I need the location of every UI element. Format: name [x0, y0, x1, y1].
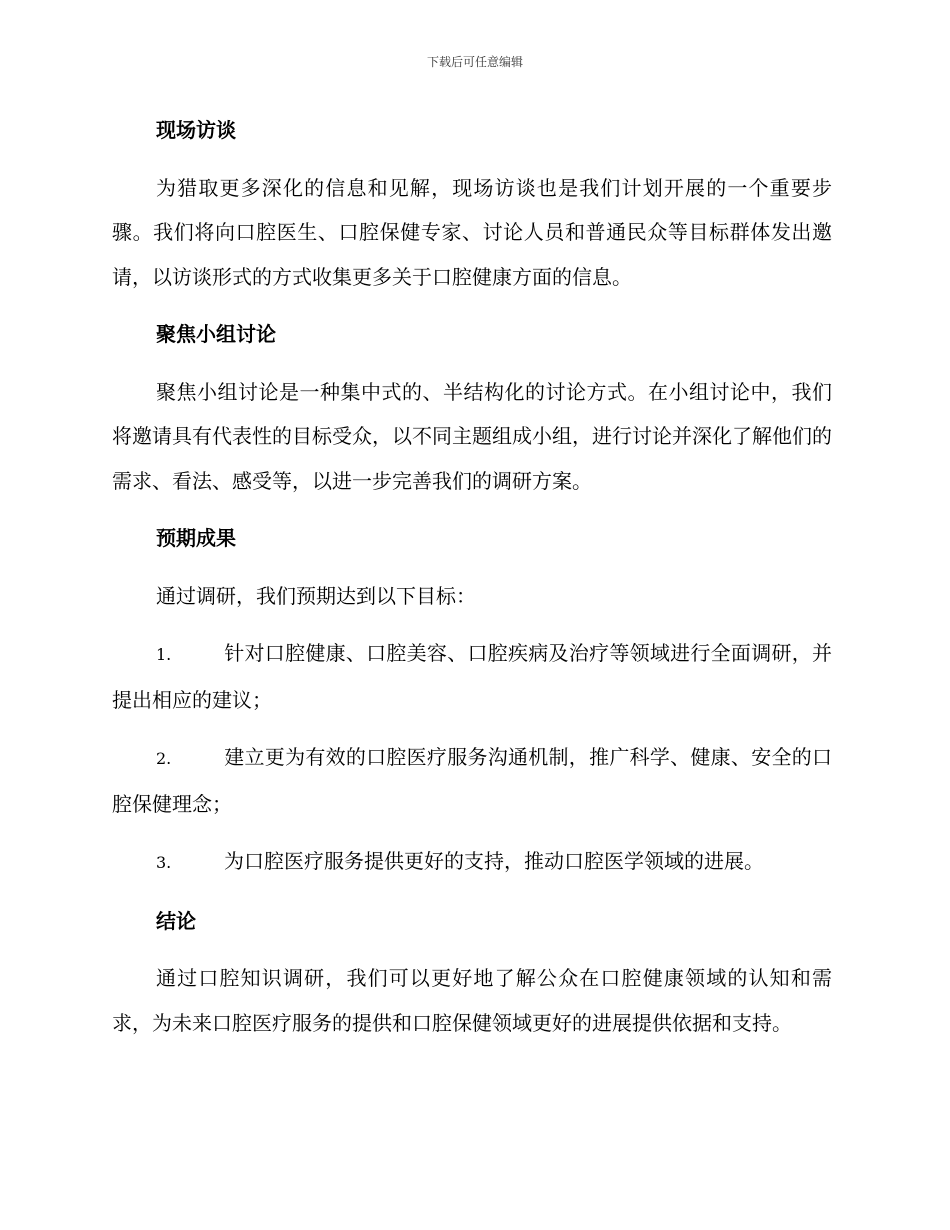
section-heading-focus-group: 聚焦小组讨论 — [156, 322, 276, 346]
goal-number: 3. — [156, 853, 172, 872]
section-paragraph-expected-results: 通过调研，我们预期达到以下目标： — [156, 583, 476, 608]
section-heading-field-interview: 现场访谈 — [156, 118, 236, 142]
goal-number: 2. — [156, 749, 172, 768]
goal-text: 为口腔医疗服务提供更好的支持，推动口腔医学领域的进展。 — [224, 849, 764, 873]
goal-list-item-2 — [112, 735, 832, 826]
section-heading-conclusion: 结论 — [156, 908, 196, 933]
section-paragraph-conclusion: 通过口腔知识调研，我们可以更好地了解公众在口腔健康领域的认知和需求，为未来口腔医疗服务的提供和口腔保健领域更好的进展提供依据和支持。 — [112, 966, 832, 1035]
goal-text: 建立更为有效的口腔医疗服务沟通机制，推广科学、健康、安全的口腔保健理念； — [112, 745, 832, 816]
goal-list-item-3 — [112, 839, 832, 886]
goal-text: 针对口腔健康、口腔美容、口腔疾病及治疗等领域进行全面调研，并提出相应的建议； — [112, 641, 832, 712]
goal-list-item-1 — [112, 631, 832, 722]
page-header: 下载后可任意编辑 — [426, 55, 523, 69]
document-body — [112, 108, 832, 1058]
section-paragraph-focus-group: 聚焦小组讨论是一种集中式的、半结构化的讨论方式。在小组讨论中，我们将邀请具有代表性的目标受众，以不同主题组成小组，进行讨论并深化了解他们的需求、看法、感受等，以进一步完善我们的调研方案。 — [112, 379, 832, 493]
section-paragraph-field-interview: 为猎取更多深化的信息和见解，现场访谈也是我们计划开展的一个重要步骤。我们将向口腔医生、口腔保健专家、讨论人员和普通民众等目标群体发出邀请，以访谈形式的方式收集更多关于口腔健康方面的信息。 — [112, 175, 832, 289]
section-heading-expected-results: 预期成果 — [156, 526, 236, 550]
goal-number: 1. — [156, 645, 172, 664]
